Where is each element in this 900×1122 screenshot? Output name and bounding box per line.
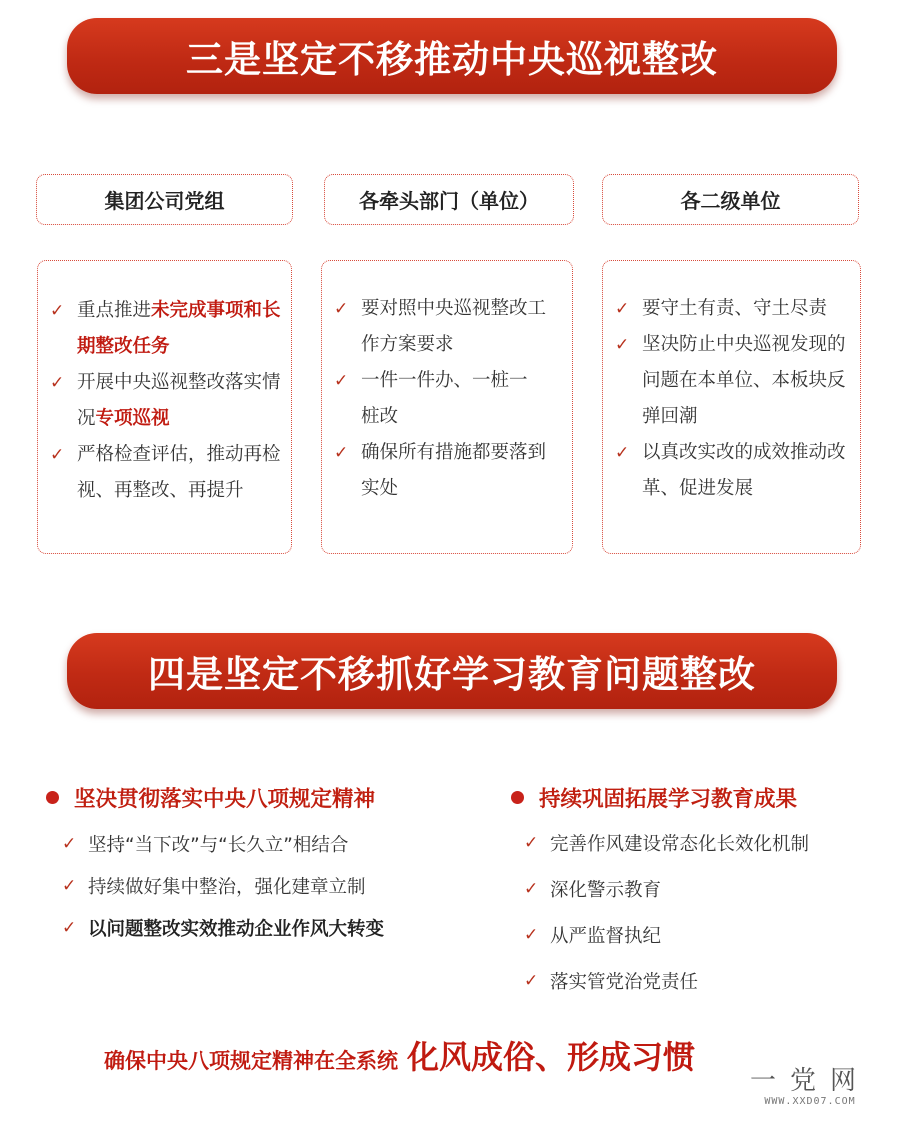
closing-statement-emphasis: 化风成俗、形成习惯 xyxy=(407,1038,696,1076)
item-text: 重点推进 xyxy=(77,300,152,321)
check-icon: ✓ xyxy=(615,299,630,319)
column-box-group-party xyxy=(37,260,292,554)
highlighted-text: 专项巡视 xyxy=(95,408,170,429)
list-item xyxy=(62,915,384,941)
check-icon: ✓ xyxy=(62,876,77,896)
check-icon: ✓ xyxy=(524,879,539,899)
check-icon: ✓ xyxy=(50,373,65,393)
item-text: 落实管党治党责任 xyxy=(550,972,699,993)
watermark-url: WWW.XXD07.COM xyxy=(764,1096,856,1107)
left-section-heading-text: 坚决贯彻落实中央八项规定精神 xyxy=(74,787,376,812)
watermark xyxy=(750,1066,870,1107)
list-item xyxy=(615,327,850,435)
list-item xyxy=(524,876,661,902)
closing-statement-prefix: 确保中央八项规定精神在全系统 xyxy=(104,1049,398,1073)
list-item xyxy=(334,363,562,435)
check-icon: ✓ xyxy=(524,925,539,945)
item-text: 完善作风建设常态化长效化机制 xyxy=(550,834,810,855)
column-heading-lead-departments: 各牵头部门（单位） xyxy=(324,174,574,225)
closing-statement xyxy=(104,1032,695,1078)
list-item xyxy=(334,291,562,363)
item-text: 从严监督执纪 xyxy=(550,926,662,947)
item-text: 要对照中央巡视整改工作方案要求 xyxy=(361,298,547,355)
watermark-logo: 一党网 xyxy=(750,1066,871,1096)
list-item xyxy=(62,873,366,899)
section3-title-banner: 三是坚定不移推动中央巡视整改 xyxy=(67,18,837,94)
item-text: 一件一件办、一桩一桩改 xyxy=(361,370,528,427)
item-text: 严格检查评估，推动再检视、再整改、再提升 xyxy=(77,444,281,501)
list-item xyxy=(50,365,281,437)
column-box-lead-departments xyxy=(321,260,573,554)
check-icon: ✓ xyxy=(50,301,65,321)
item-text: 以真改实改的成效推动改革、促进发展 xyxy=(642,442,846,499)
list-item xyxy=(62,831,348,857)
list-item xyxy=(524,922,661,948)
column-box-secondary-units xyxy=(602,260,861,554)
item-text: 坚决防止中央巡视发现的问题在本单位、本板块反弹回潮 xyxy=(642,334,846,427)
column-heading-secondary-units: 各二级单位 xyxy=(602,174,859,225)
item-text: 以问题整改实效推动企业作风大转变 xyxy=(88,919,385,940)
list-item xyxy=(615,435,850,507)
check-icon: ✓ xyxy=(615,443,630,463)
list-item xyxy=(50,293,281,365)
check-icon: ✓ xyxy=(62,918,77,938)
check-icon: ✓ xyxy=(334,371,349,391)
item-text: 坚持“当下改”与“长久立”相结合 xyxy=(88,835,349,856)
section4-title-banner: 四是坚定不移抓好学习教育问题整改 xyxy=(67,633,837,709)
list-item xyxy=(334,435,562,507)
check-icon: ✓ xyxy=(334,443,349,463)
check-icon: ✓ xyxy=(524,833,539,853)
list-item xyxy=(524,968,698,994)
list-item xyxy=(615,291,850,327)
list-item xyxy=(524,830,809,856)
bullet-dot-icon xyxy=(46,791,59,804)
item-text: 确保所有措施都要落到实处 xyxy=(361,442,547,499)
check-icon: ✓ xyxy=(524,971,539,991)
check-icon: ✓ xyxy=(62,834,77,854)
right-section-heading-text: 持续巩固拓展学习教育成果 xyxy=(539,787,798,812)
item-text: 要守土有责、守土尽责 xyxy=(642,298,828,319)
check-icon: ✓ xyxy=(334,299,349,319)
item-text: 持续做好集中整治，强化建章立制 xyxy=(88,877,366,898)
item-text: 开展中央巡视整改落实情况 xyxy=(77,372,281,429)
check-icon: ✓ xyxy=(615,335,630,355)
left-section-heading xyxy=(46,782,375,813)
list-item xyxy=(50,437,281,509)
highlighted-text: 未完成事项和长期整改任务 xyxy=(77,300,281,357)
right-section-heading xyxy=(511,782,797,813)
bullet-dot-icon xyxy=(511,791,524,804)
column-heading-group-party: 集团公司党组 xyxy=(36,174,293,225)
item-text: 深化警示教育 xyxy=(550,880,662,901)
check-icon: ✓ xyxy=(50,445,65,465)
